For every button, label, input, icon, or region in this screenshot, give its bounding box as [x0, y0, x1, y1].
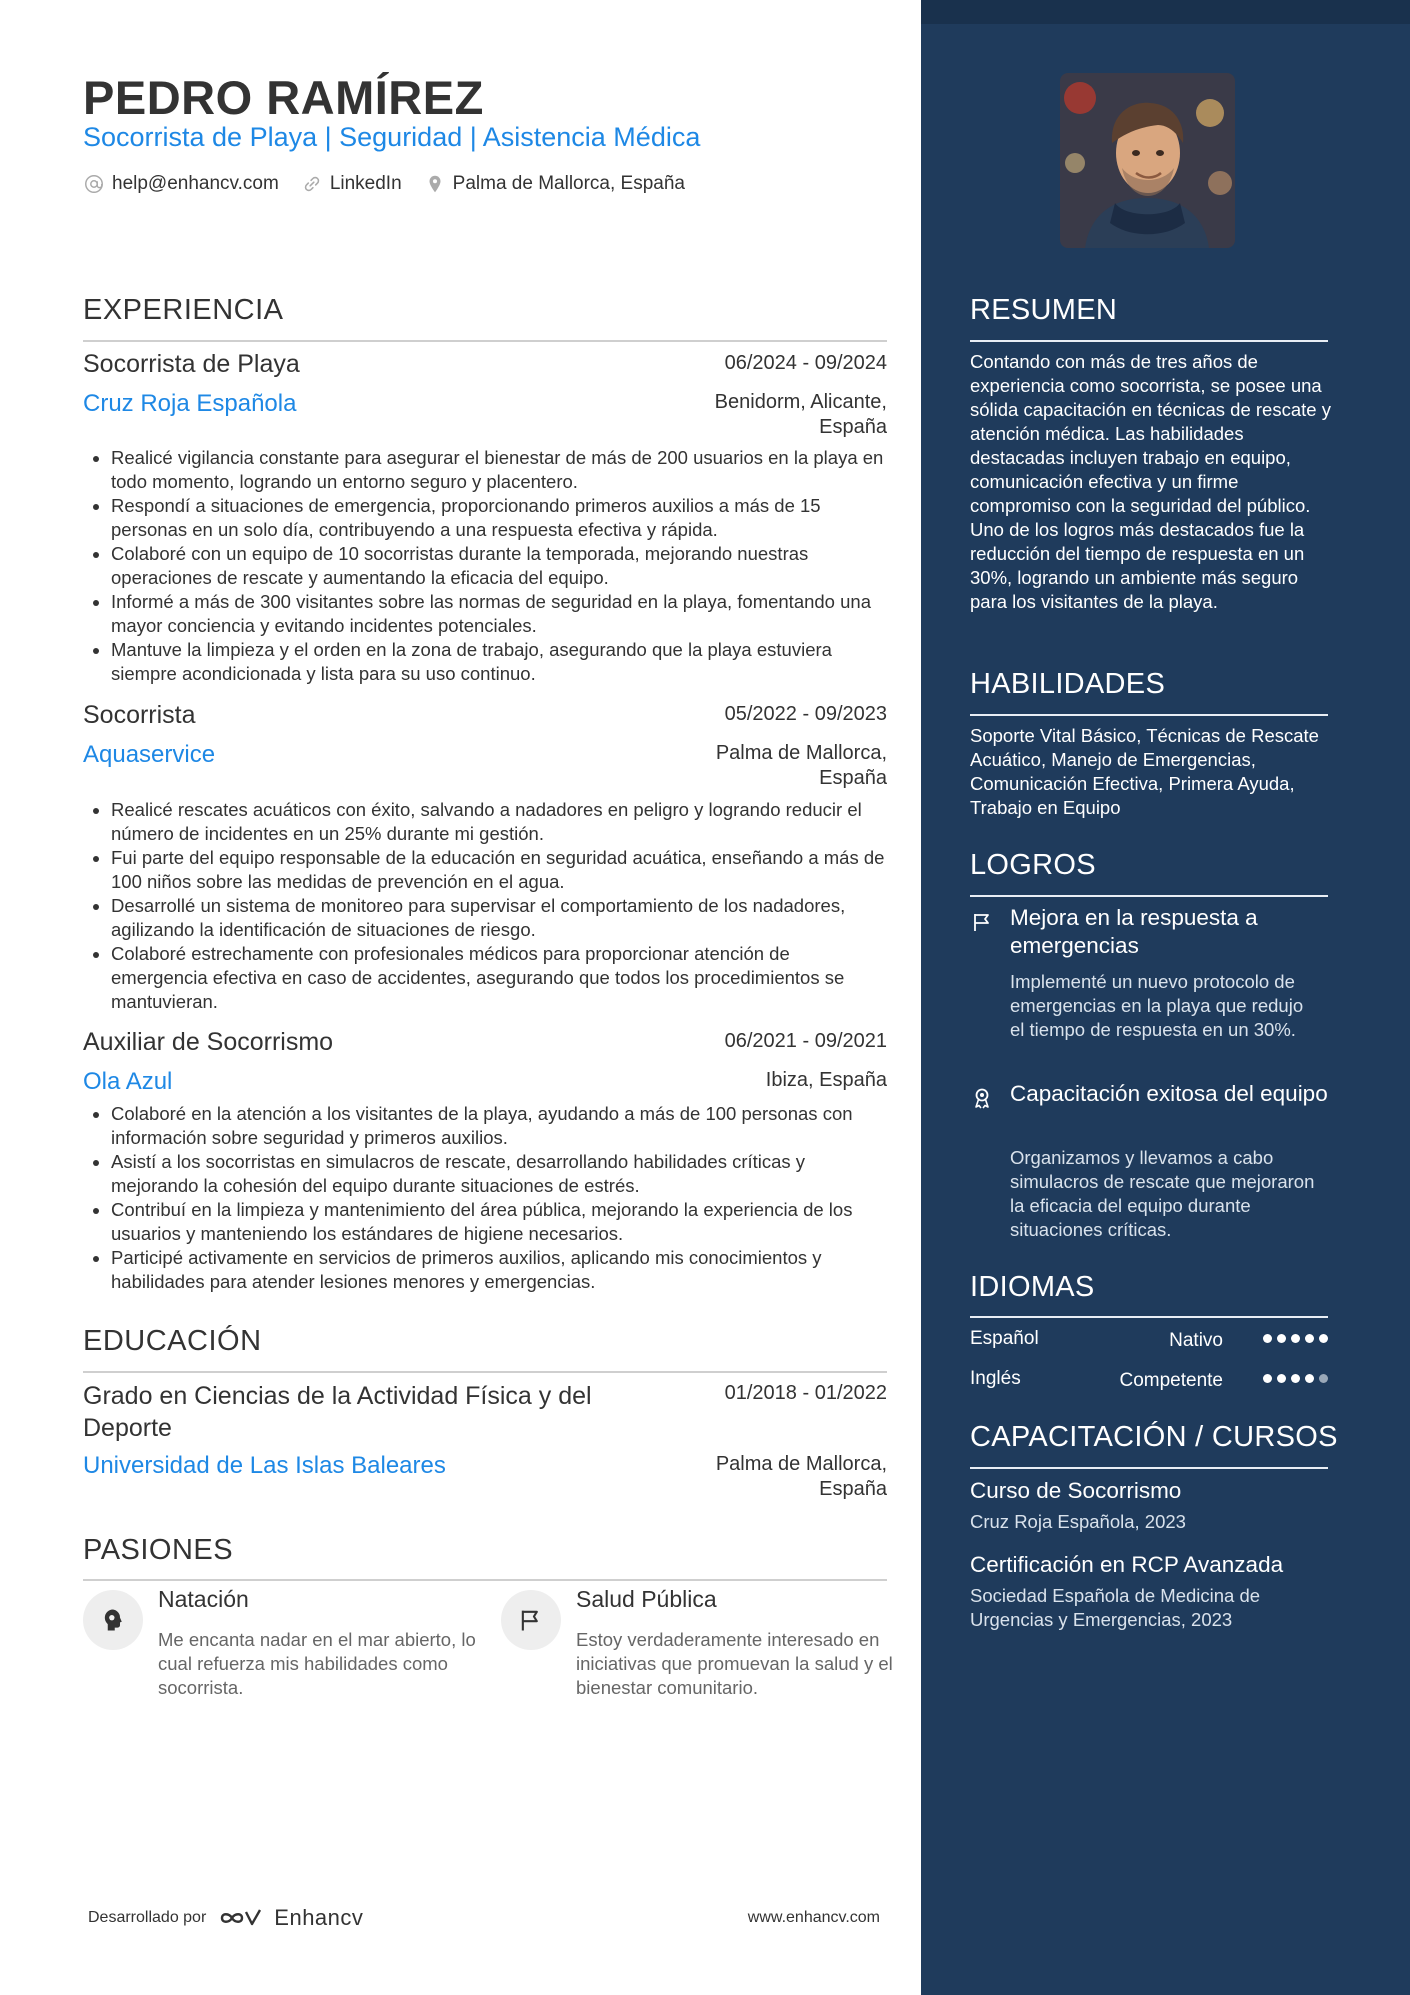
passions-divider — [83, 1579, 887, 1581]
contact-location — [424, 173, 685, 195]
courses-divider — [970, 1467, 1328, 1469]
course-organization: Sociedad Española de Medicina de Urgencias y Emergencias, 2023 — [970, 1585, 1261, 1630]
job-dates: 05/2022 - 09/2023 — [724, 703, 887, 725]
skills-text: Soporte Vital Básico, Técnicas de Rescate Acuático, Manejo de Emergencias, Comunicación Efectiva, Primera Ayuda, Trabajo en Equipo — [970, 725, 1319, 818]
rating-dot — [1277, 1374, 1286, 1383]
job-title: Socorrista de Playa — [83, 350, 300, 378]
language-rating — [1263, 1334, 1328, 1343]
school-name[interactable]: Universidad de Las Islas Baleares — [83, 1452, 446, 1479]
language-level: Competente — [1119, 1370, 1223, 1391]
rating-dot — [1319, 1374, 1328, 1383]
rating-dot — [1305, 1374, 1314, 1383]
job-company[interactable]: Aquaservice — [83, 741, 216, 768]
linkedin-text: LinkedIn — [329, 173, 402, 194]
bullet-item: • Participé activamente en servicios de primeros auxilios, aplicando mis conocimientos y habilidades para atender lesiones menores y emergencias. — [111, 1246, 887, 1294]
job-bullets — [83, 798, 887, 1014]
job-dates: 06/2021 - 09/2021 — [724, 1030, 887, 1052]
candidate-subtitle: Socorrista de Playa | Seguridad | Asistencia Médica — [83, 122, 701, 152]
course-item — [970, 1552, 1330, 1632]
language-name: Español — [970, 1328, 1039, 1349]
course-title: Certificación en RCP Avanzada — [970, 1552, 1284, 1577]
rating-dot — [1291, 1374, 1300, 1383]
job-company[interactable]: Cruz Roja Española — [83, 390, 297, 417]
bullet-item: • Realicé rescates acuáticos con éxito, salvando a nadadores en peligro y logrando reducir el número de incidentes en un 25% durante mi gestión. — [111, 798, 887, 846]
education-divider — [83, 1371, 887, 1373]
location-pin-icon — [424, 173, 446, 195]
footer-url[interactable]: www.enhancv.com — [747, 1909, 880, 1926]
education-heading: EDUCACIÓN — [83, 1325, 262, 1357]
job-bullets — [83, 446, 887, 686]
passions-heading: PASIONES — [83, 1534, 234, 1566]
contact-row — [83, 173, 685, 195]
skills-divider — [970, 714, 1328, 716]
bullet-item: • Contribuí en la limpieza y mantenimiento del área pública, mejorando la experiencia de los usuarios y manteniendo los estándares de higiene necesarios. — [111, 1198, 887, 1246]
passion-description: Estoy verdaderamente interesado en iniciativas que promuevan la salud y el bienestar comunitario. — [576, 1629, 893, 1698]
job-company[interactable]: Ola Azul — [83, 1068, 173, 1095]
achievement-description: Organizamos y llevamos a cabo simulacros de rescate que mejoraron la eficacia del equipo durante situaciones críticas. — [1010, 1147, 1315, 1240]
passion-title: Salud Pública — [576, 1586, 717, 1612]
bullet-item: • Colaboré en la atención a los visitantes de la playa, ayudando a más de 100 personas con información sobre seguridad y primeros auxilios. — [111, 1102, 887, 1150]
job-title: Auxiliar de Socorrismo — [83, 1028, 334, 1056]
rating-dot — [1263, 1334, 1272, 1343]
passion-title: Natación — [158, 1586, 249, 1612]
award-icon — [970, 1086, 994, 1110]
language-row — [970, 1368, 1328, 1396]
language-rating — [1263, 1374, 1328, 1383]
bullet-item: • Respondí a situaciones de emergencia, proporcionando primeros auxilios a más de 15 personas en un solo día, contribuyendo a una respuesta efectiva y rápida. — [111, 494, 887, 542]
bullet-item: • Asistí a los socorristas en simulacros de rescate, desarrollando habilidades críticas y mejorando la cohesión del equipo durante situaciones de estrés. — [111, 1150, 887, 1198]
experience-divider — [83, 340, 887, 342]
job-bullets — [83, 1102, 887, 1294]
rating-dot — [1291, 1334, 1300, 1343]
language-row — [970, 1328, 1328, 1356]
experience-heading: EXPERIENCIA — [83, 294, 284, 326]
contact-email[interactable] — [83, 173, 279, 195]
passion-description: Me encanta nadar en el mar abierto, lo cual refuerza mis habilidades como socorrista. — [158, 1629, 476, 1698]
job-title: Socorrista — [83, 701, 196, 729]
language-name: Inglés — [970, 1368, 1021, 1389]
course-title: Curso de Socorrismo — [970, 1478, 1182, 1503]
flag-icon — [501, 1590, 561, 1650]
swimmer-head-icon — [83, 1590, 143, 1650]
course-organization: Cruz Roja Española, 2023 — [970, 1511, 1186, 1532]
achievements-heading: LOGROS — [970, 849, 1096, 881]
summary-heading: RESUMEN — [970, 294, 1118, 326]
rating-dot — [1319, 1334, 1328, 1343]
sidebar-top-band — [921, 0, 1410, 24]
bullet-item: • Desarrollé un sistema de monitoreo para supervisar el comportamiento de los nadadores, agilizando la identificación de situaciones de riesgo. — [111, 894, 887, 942]
developed-by-text: Desarrollado por — [88, 1909, 207, 1926]
job-location: Benidorm, Alicante, España — [714, 391, 887, 438]
achievement-description: Implementé un nuevo protocolo de emergencias en la playa que redujo el tiempo de respuesta en un 30%. — [1010, 971, 1304, 1040]
achievement-title: Mejora en la respuesta a emergencias — [1010, 905, 1258, 958]
rating-dot — [1277, 1334, 1286, 1343]
candidate-name: PEDRO RAMÍREZ — [83, 71, 484, 124]
summary-text: Contando con más de tres años de experiencia como socorrista, se posee una sólida capacitación en técnicas de rescate y atención médica. Las habilidades destacadas incluyen trabajo en equipo, comunicación efectiva y un firme compromiso con la seguridad del público. Uno de los logros más destacados fue la reducción del tiempo de respuesta en un 30%, logrando un ambiente más seguro para los visitantes de la playa. — [970, 351, 1331, 612]
courses-heading: CAPACITACIÓN / CURSOS — [970, 1421, 1338, 1453]
achievements-divider — [970, 895, 1328, 897]
rating-dot — [1305, 1334, 1314, 1343]
summary-divider — [970, 340, 1328, 342]
rating-dot — [1263, 1374, 1272, 1383]
bullet-item: • Colaboré con un equipo de 10 socorristas durante la temporada, mejorando nuestras operaciones de rescate y aumentando la eficacia del equipo. — [111, 542, 887, 590]
link-icon — [301, 173, 323, 195]
flag-icon — [970, 910, 994, 934]
languages-heading: IDIOMAS — [970, 1271, 1095, 1303]
footer-credit — [88, 1905, 363, 1931]
bullet-item: • Informé a más de 300 visitantes sobre las normas de seguridad en la playa, fomentando una mayor conciencia y evitando incidentes potenciales. — [111, 590, 887, 638]
job-location: Palma de Mallorca, España — [715, 742, 887, 789]
job-dates: 06/2024 - 09/2024 — [724, 352, 887, 374]
bullet-item: • Mantuve la limpieza y el orden en la zona de trabajo, asegurando que la playa estuviera siempre acondicionada y lista para su uso continuo. — [111, 638, 887, 686]
email-text: help@enhancv.com — [112, 173, 279, 194]
at-icon — [83, 173, 105, 195]
education-dates: 01/2018 - 01/2022 — [724, 1382, 887, 1404]
skills-heading: HABILIDADES — [970, 668, 1166, 700]
course-item — [970, 1478, 1330, 1534]
languages-divider — [970, 1316, 1328, 1318]
job-location: Ibiza, España — [765, 1069, 887, 1091]
bullet-item: • Fui parte del equipo responsable de la educación en seguridad acuática, enseñando a más de 100 niños sobre las medidas de prevención en el agua. — [111, 846, 887, 894]
location-text: Palma de Mallorca, España — [452, 173, 685, 194]
contact-linkedin[interactable] — [301, 173, 402, 195]
school-location: Palma de Mallorca, España — [715, 1453, 887, 1500]
enhancv-logo-icon — [216, 1906, 264, 1930]
bullet-item: • Colaboré estrechamente con profesionales médicos para proporcionar atención de emergencia efectiva en caso de accidentes, asegurando que todos los procedimientos se mantuvieran. — [111, 942, 887, 1014]
profile-photo — [1060, 73, 1235, 248]
brand-name: Enhancv — [274, 1905, 364, 1930]
bullet-item: • Realicé vigilancia constante para asegurar el bienestar de más de 200 usuarios en la playa en todo momento, logrando un entorno seguro y placentero. — [111, 446, 887, 494]
degree-title: Grado en Ciencias de la Actividad Física y del Deporte — [83, 1382, 592, 1442]
language-level: Nativo — [1169, 1330, 1223, 1351]
achievement-title: Capacitación exitosa del equipo — [1010, 1081, 1328, 1106]
